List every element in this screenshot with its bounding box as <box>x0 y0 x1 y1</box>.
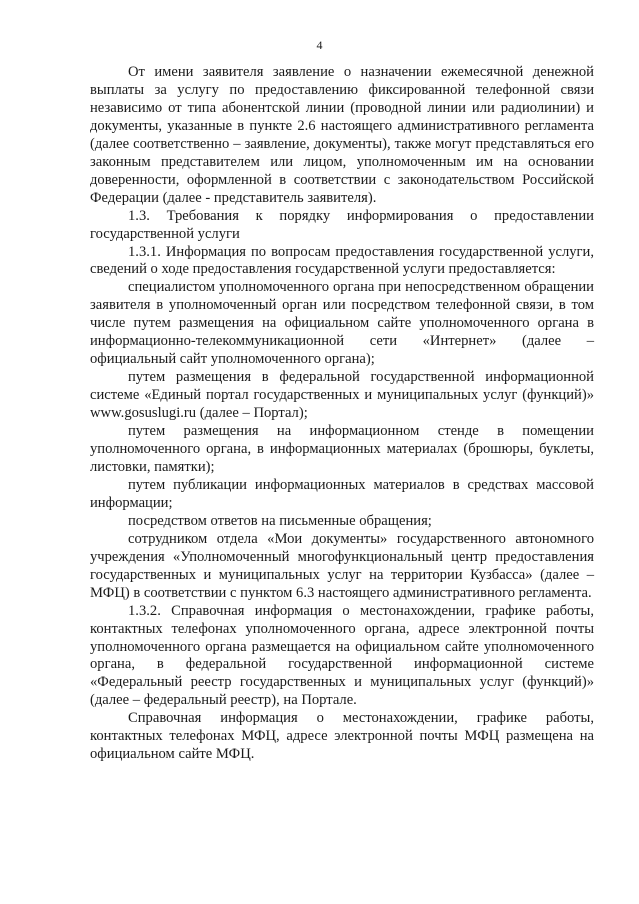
paragraph-list-item-info-stand: путем размещения на информационном стенде в помещении уполномоченного органа, в информационных материалах (брошюры, буклеты, листовки, памятки); <box>90 423 594 475</box>
paragraph-representative: От имени заявителя заявление о назначении ежемесячной денежной выплаты за услугу по предоставлению фиксированной телефонной связи независимо от типа абонентской линии (проводной линии или радиолинии) и документы, указанные в пункте 2.6 настоящего административного регламента (далее соответственно – заявление, документы), также могут представляться его законным представителем или лицом, уполномоченным им на основании доверенности, оформленной в соответствии с законодательством Российской Федерации (далее - представитель заявителя). <box>90 64 594 206</box>
document-body <box>90 64 594 764</box>
paragraph-list-item-mass-media: путем публикации информационных материалов в средствах массовой информации; <box>90 476 594 511</box>
paragraph-list-item-written-requests: посредством ответов на письменные обращения; <box>128 512 432 529</box>
paragraph-list-item-portal: путем размещения в федеральной государственной информационной системе «Единый портал государственных и муниципальных услуг (функций)» www.gosuslugi.ru (далее – Портал); <box>90 369 594 422</box>
paragraph-list-item-mfc-employee: сотрудником отдела «Мои документы» государственного автономного учреждения «Уполномоченный многофункциональный центр предоставления государственных и муниципальных услуг на территории Кузбасса» (далее – МФЦ) в соответствии с пунктом 6.3 настоящего административного регламента. <box>90 530 594 601</box>
paragraph-section-1-3-1: 1.3.1. Информация по вопросам предоставления государственной услуги, сведений о ходе предоставления государственной услуги предоставляется: <box>90 243 594 278</box>
paragraph-section-1-3-2: 1.3.2. Справочная информация о местонахождении, графике работы, контактных телефонах уполномоченного органа, адресе электронной почты уполномоченного органа размещается на официальном сайте уполномоченного органа, в федеральной государственной информационной системе «Федеральный реестр государственных и муниципальных услуг (функций)» (далее – федеральный реестр), на Портале. <box>90 602 594 709</box>
paragraph-mfc-reference-info: Справочная информация о местонахождении, графике работы, контактных телефонах МФЦ, адресе электронной почты МФЦ размещена на официальном сайте МФЦ. <box>90 710 594 763</box>
paragraph-list-item-specialist: специалистом уполномоченного органа при непосредственном обращении заявителя в уполномоченный орган или посредством телефонной связи, в том числе путем размещения на официальном сайте уполномоченного органа в информационно-телекоммуникационной сети «Интернет» (далее – официальный сайт уполномоченного органа); <box>90 279 594 368</box>
paragraph-section-1-3-heading: 1.3. Требования к порядку информирования о предоставлении государственной услуги <box>90 207 594 242</box>
page-number: 4 <box>316 38 323 52</box>
